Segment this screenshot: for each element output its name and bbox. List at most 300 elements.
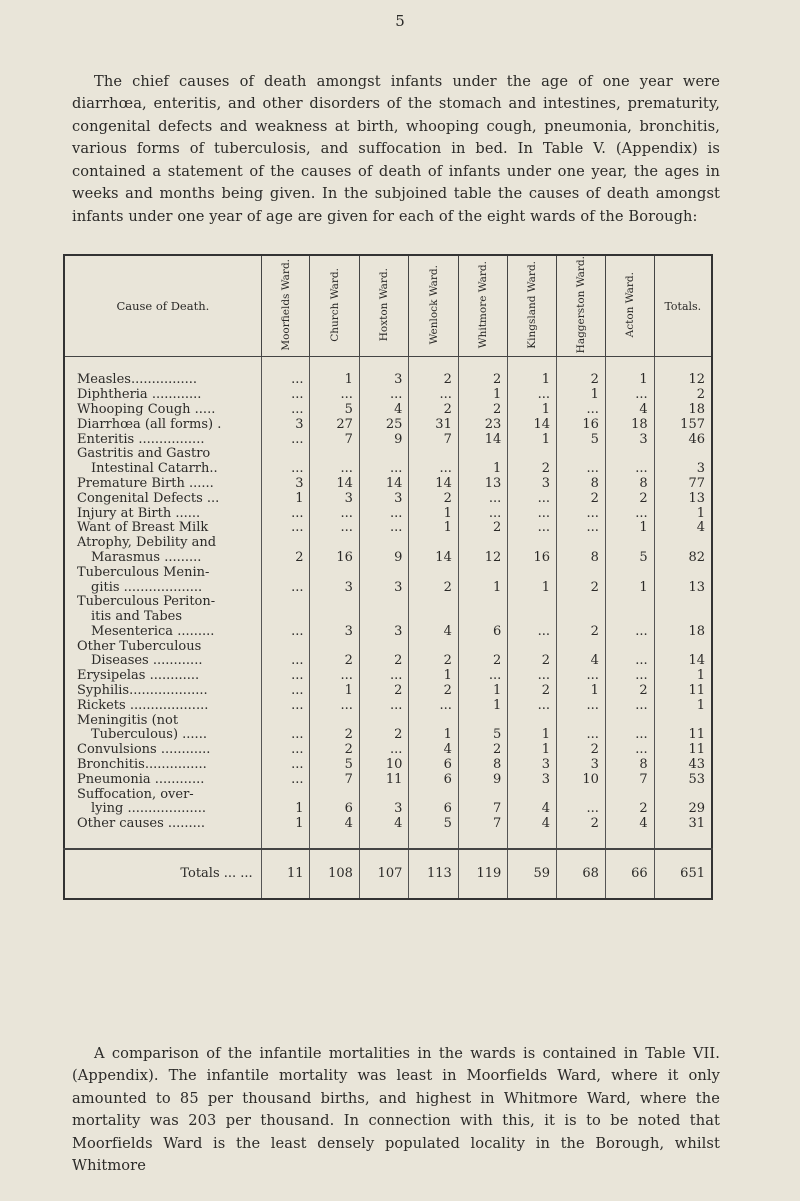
ward-value-cell: 1: [261, 492, 310, 507]
cause-label: Congenital Defects ...: [77, 490, 220, 506]
ward-value-cell: 2: [508, 684, 557, 699]
cause-label: Rickets ...................: [77, 697, 209, 713]
ward-value-cell: 1: [508, 566, 557, 596]
ward-value-cell: ...: [261, 773, 310, 788]
header-column: [409, 255, 458, 357]
table-row: [64, 788, 712, 818]
ward-value-cell: 4: [409, 743, 458, 758]
cause-cell: [64, 388, 261, 403]
table-row: [64, 388, 712, 403]
ward-value-cell: 4: [359, 403, 408, 418]
header-column: [310, 255, 359, 357]
cause-label: Suffocation, over-: [77, 786, 194, 802]
cause-label: Syphilis...................: [77, 683, 208, 699]
ward-value-cell: ...: [557, 699, 606, 714]
ward-value-cell: ...: [458, 669, 507, 684]
ward-value-cell: ...: [310, 447, 359, 477]
ward-value-cell: 4: [409, 595, 458, 639]
cause-label: Premature Birth ......: [77, 475, 214, 491]
cause-cell: [64, 743, 261, 758]
ward-value-cell: 2: [310, 743, 359, 758]
total-cell: 31: [654, 817, 712, 849]
ward-value-cell: ...: [557, 714, 606, 744]
ward-value-cell: 6: [409, 788, 458, 818]
ward-value-cell: 2: [605, 684, 654, 699]
ward-value-cell: 2: [409, 403, 458, 418]
ward-value-cell: 10: [557, 773, 606, 788]
table-row: [64, 433, 712, 448]
closing-paragraph: A comparison of the infantile mortalities in the wards is contained in Table VII. (Appendix). The infantile mortality was least in Moorfields Ward, where it only amounted to 85 per thousand births, and highest in Whitmore Ward, where the mortality was 203 per thousand. In connection with this, it is to be noted that Moorfields Ward is the least densely populated locality in the Borough, whilst Whitmore: [72, 1044, 720, 1175]
ward-value-cell: 3: [310, 595, 359, 639]
total-cell: 11: [654, 743, 712, 758]
ward-value-cell: ...: [557, 521, 606, 536]
ward-value-cell: ...: [605, 595, 654, 639]
ward-value-cell: ...: [557, 788, 606, 818]
ward-value-cell: ...: [261, 595, 310, 639]
ward-value-cell: 4: [310, 817, 359, 849]
ward-value-cell: 2: [458, 743, 507, 758]
ward-value-cell: 2: [409, 357, 458, 388]
ward-value-cell: ...: [557, 447, 606, 477]
ward-value-cell: 1: [605, 521, 654, 536]
ward-value-cell: ...: [508, 507, 557, 522]
ward-value-cell: ...: [508, 669, 557, 684]
ward-value-cell: 18: [605, 418, 654, 433]
ward-value-cell: 3: [605, 433, 654, 448]
cause-label: Atrophy, Debility and: [77, 535, 217, 551]
cause-cell: [64, 684, 261, 699]
total-cell: 29: [654, 788, 712, 818]
ward-value-cell: 5: [310, 758, 359, 773]
ward-value-cell: 12: [458, 536, 507, 566]
cause-cell: [64, 521, 261, 536]
total-cell: 4: [654, 521, 712, 536]
ward-value-cell: 27: [310, 418, 359, 433]
header-column: [458, 255, 507, 357]
ward-value-cell: ...: [605, 507, 654, 522]
total-cell: 18: [654, 595, 712, 639]
ward-value-cell: 2: [557, 566, 606, 596]
total-cell: 12: [654, 357, 712, 388]
ward-value-cell: 1: [508, 743, 557, 758]
ward-value-cell: 2: [359, 684, 408, 699]
ward-value-cell: 9: [359, 536, 408, 566]
ward-value-cell: 5: [605, 536, 654, 566]
ward-value-cell: 1: [409, 669, 458, 684]
totals-value-cell: 66: [605, 849, 654, 899]
ward-value-cell: 7: [310, 773, 359, 788]
ward-value-cell: 14: [409, 477, 458, 492]
cause-label: Other causes .........: [77, 816, 206, 832]
ward-value-cell: 14: [458, 433, 507, 448]
cause-label: Whooping Cough .....: [77, 401, 216, 417]
ward-value-cell: ...: [359, 388, 408, 403]
total-cell: 13: [654, 492, 712, 507]
ward-value-cell: 9: [359, 433, 408, 448]
cause-cell: [64, 507, 261, 522]
ward-value-cell: 2: [409, 566, 458, 596]
cause-cell: [64, 758, 261, 773]
table-body: [64, 357, 712, 899]
total-cell: 13: [654, 566, 712, 596]
cause-label: gitis ...................: [91, 579, 203, 595]
ward-value-cell: 1: [261, 788, 310, 818]
cause-label: Erysipelas ............: [77, 668, 200, 684]
table-row: [64, 566, 712, 596]
ward-value-cell: 14: [409, 536, 458, 566]
ward-value-cell: ...: [310, 669, 359, 684]
ward-value-cell: 1: [508, 714, 557, 744]
cause-cell: [64, 447, 261, 477]
cause-label: Intestinal Catarrh..: [91, 461, 218, 477]
ward-value-cell: 1: [605, 357, 654, 388]
totals-value-cell: 119: [458, 849, 507, 899]
ward-value-cell: ...: [359, 447, 408, 477]
cause-cell: [64, 418, 261, 433]
ward-value-cell: 3: [310, 566, 359, 596]
ward-value-cell: 3: [261, 418, 310, 433]
ward-value-cell: ...: [409, 447, 458, 477]
cause-cell: [64, 669, 261, 684]
ward-value-cell: 2: [557, 743, 606, 758]
ward-value-cell: 2: [557, 357, 606, 388]
ward-value-cell: 2: [359, 714, 408, 744]
header-label: Cause of Death.: [116, 299, 210, 314]
totals-row: [64, 849, 712, 899]
ward-value-cell: 9: [458, 773, 507, 788]
header-column: [359, 255, 408, 357]
ward-value-cell: 3: [359, 788, 408, 818]
header-column: [557, 255, 606, 357]
ward-value-cell: ...: [508, 699, 557, 714]
ward-value-cell: ...: [359, 507, 408, 522]
header-column: [508, 255, 557, 357]
ward-value-cell: ...: [261, 640, 310, 670]
ward-value-cell: ...: [261, 758, 310, 773]
ward-value-cell: 1: [261, 817, 310, 849]
ward-value-cell: ...: [557, 403, 606, 418]
ward-value-cell: 1: [458, 699, 507, 714]
ward-value-cell: ...: [557, 507, 606, 522]
totals-label: Totals ... ...: [64, 849, 261, 899]
total-cell: 11: [654, 714, 712, 744]
cause-label: Marasmus .........: [91, 549, 202, 565]
cause-label: Want of Breast Milk: [77, 520, 209, 536]
cause-cell: [64, 640, 261, 670]
ward-value-cell: ...: [508, 388, 557, 403]
ward-value-cell: 31: [409, 418, 458, 433]
ward-value-cell: 5: [557, 433, 606, 448]
total-cell: 3: [654, 447, 712, 477]
ward-value-cell: 3: [359, 492, 408, 507]
cause-cell: [64, 357, 261, 388]
ward-value-cell: ...: [310, 388, 359, 403]
table-row: [64, 743, 712, 758]
header-label: Whitmore Ward.: [477, 261, 490, 349]
ward-value-cell: 8: [605, 477, 654, 492]
ward-value-cell: 7: [458, 788, 507, 818]
ward-value-cell: ...: [605, 669, 654, 684]
ward-value-cell: 2: [458, 403, 507, 418]
ward-value-cell: 2: [458, 521, 507, 536]
cause-label: Tuberculous) ......: [91, 727, 207, 743]
header-label: Totals.: [664, 299, 702, 313]
table-row: [64, 507, 712, 522]
table-row: [64, 758, 712, 773]
ward-value-cell: 2: [557, 817, 606, 849]
ward-value-cell: 5: [310, 403, 359, 418]
ward-value-cell: 2: [261, 536, 310, 566]
ward-value-cell: 6: [310, 788, 359, 818]
table-row: [64, 447, 712, 477]
ward-value-cell: ...: [458, 507, 507, 522]
totals-value-cell: 59: [508, 849, 557, 899]
total-cell: 53: [654, 773, 712, 788]
total-cell: 18: [654, 403, 712, 418]
ward-value-cell: ...: [261, 566, 310, 596]
cause-label: Diphtheria ............: [77, 387, 202, 403]
totals-value-cell: 651: [654, 849, 712, 899]
ward-value-cell: 2: [557, 492, 606, 507]
ward-value-cell: ...: [359, 521, 408, 536]
ward-value-cell: ...: [261, 669, 310, 684]
ward-value-cell: 1: [557, 388, 606, 403]
cause-label: itis and Tabes: [91, 609, 183, 625]
ward-value-cell: 3: [359, 357, 408, 388]
ward-value-cell: ...: [508, 595, 557, 639]
ward-value-cell: ...: [359, 699, 408, 714]
cause-cell: [64, 699, 261, 714]
ward-value-cell: 6: [409, 773, 458, 788]
cause-label: Tuberculous Periton-: [77, 594, 216, 610]
totals-value-cell: 11: [261, 849, 310, 899]
header-label: Kingsland Ward.: [526, 260, 539, 349]
ward-value-cell: 4: [508, 817, 557, 849]
ward-value-cell: 1: [310, 357, 359, 388]
table-row: [64, 595, 712, 639]
ward-value-cell: ...: [261, 388, 310, 403]
cause-cell: [64, 714, 261, 744]
ward-value-cell: 4: [359, 817, 408, 849]
table-row: [64, 521, 712, 536]
ward-value-cell: 3: [359, 595, 408, 639]
ward-value-cell: 3: [508, 773, 557, 788]
ward-value-cell: ...: [458, 492, 507, 507]
ward-value-cell: 2: [605, 492, 654, 507]
totals-value-cell: 113: [409, 849, 458, 899]
total-cell: 1: [654, 699, 712, 714]
ward-value-cell: 1: [508, 433, 557, 448]
header-column: [654, 255, 712, 357]
total-cell: 1: [654, 669, 712, 684]
header-label: Acton Ward.: [623, 272, 636, 338]
ward-value-cell: ...: [359, 669, 408, 684]
ward-value-cell: 1: [409, 714, 458, 744]
cause-cell: [64, 492, 261, 507]
ward-value-cell: 1: [458, 684, 507, 699]
header-label: Church Ward.: [328, 267, 341, 342]
total-cell: 11: [654, 684, 712, 699]
total-cell: 14: [654, 640, 712, 670]
ward-value-cell: 7: [605, 773, 654, 788]
total-cell: 82: [654, 536, 712, 566]
table-row: [64, 817, 712, 849]
table-row: [64, 492, 712, 507]
cause-label: Other Tuberculous: [77, 638, 202, 654]
header-label: Wenlock Ward.: [427, 264, 440, 345]
cause-cell: [64, 773, 261, 788]
ward-value-cell: 2: [508, 447, 557, 477]
ward-value-cell: 4: [605, 817, 654, 849]
ward-value-cell: ...: [261, 743, 310, 758]
cause-cell: [64, 817, 261, 849]
ward-value-cell: ...: [261, 357, 310, 388]
cause-cell: [64, 477, 261, 492]
header-column: [261, 255, 310, 357]
ward-value-cell: ...: [605, 743, 654, 758]
ward-value-cell: 16: [310, 536, 359, 566]
page-number: 5: [395, 12, 405, 30]
ward-value-cell: 1: [508, 403, 557, 418]
cause-cell: [64, 433, 261, 448]
causes-of-death-table: [63, 254, 713, 900]
ward-value-cell: 6: [458, 595, 507, 639]
ward-value-cell: 1: [458, 566, 507, 596]
ward-value-cell: ...: [605, 447, 654, 477]
cause-label: Mesenterica .........: [91, 623, 215, 639]
ward-value-cell: 3: [359, 566, 408, 596]
table-row: [64, 357, 712, 388]
intro-paragraph: The chief causes of death amongst infants under the age of one year were diarrhœa, enteritis, and other disorders of the stomach and intestines, prematurity, congenital defects and weakness at birth, whooping cough, pneumonia, bronchitis, various forms of tuberculosis, and suffocation in bed. In Table V. (Appendix) is contained a statement of the causes of death of infants under one year, the ages in weeks and months being given. In the subjoined table the causes of death amongst infants under one year of age are given for each of the eight wards of the Borough:: [72, 72, 720, 225]
ward-value-cell: 13: [458, 477, 507, 492]
table-row: [64, 536, 712, 566]
ward-value-cell: 3: [508, 758, 557, 773]
total-cell: 1: [654, 507, 712, 522]
totals-value-cell: 107: [359, 849, 408, 899]
ward-value-cell: 2: [605, 788, 654, 818]
ward-value-cell: ...: [508, 492, 557, 507]
ward-value-cell: 2: [310, 714, 359, 744]
totals-value-cell: 108: [310, 849, 359, 899]
cause-label: Meningitis (not: [77, 712, 179, 728]
ward-value-cell: 3: [310, 492, 359, 507]
header-cause: [64, 255, 261, 357]
ward-value-cell: 1: [458, 388, 507, 403]
cause-label: Gastritis and Gastro: [77, 446, 211, 462]
ward-value-cell: 4: [605, 403, 654, 418]
total-cell: 157: [654, 418, 712, 433]
table-header-row: [64, 255, 712, 357]
table-row: [64, 418, 712, 433]
ward-value-cell: 8: [458, 758, 507, 773]
ward-value-cell: ...: [261, 684, 310, 699]
table-row: [64, 477, 712, 492]
ward-value-cell: 5: [458, 714, 507, 744]
ward-value-cell: 2: [458, 640, 507, 670]
ward-value-cell: 2: [458, 357, 507, 388]
ward-value-cell: 16: [508, 536, 557, 566]
table-row: [64, 403, 712, 418]
ward-value-cell: ...: [310, 699, 359, 714]
ward-value-cell: ...: [409, 388, 458, 403]
ward-value-cell: 23: [458, 418, 507, 433]
ward-value-cell: ...: [261, 699, 310, 714]
cause-label: Tuberculous Menin-: [77, 564, 210, 580]
total-cell: 43: [654, 758, 712, 773]
ward-value-cell: 14: [310, 477, 359, 492]
ward-value-cell: 6: [409, 758, 458, 773]
ward-value-cell: 7: [409, 433, 458, 448]
ward-value-cell: 2: [359, 640, 408, 670]
ward-value-cell: ...: [359, 743, 408, 758]
ward-value-cell: 1: [557, 684, 606, 699]
ward-value-cell: ...: [261, 714, 310, 744]
cause-cell: [64, 595, 261, 639]
ward-value-cell: ...: [261, 433, 310, 448]
ward-value-cell: 7: [310, 433, 359, 448]
ward-value-cell: ...: [605, 640, 654, 670]
ward-value-cell: 4: [557, 640, 606, 670]
table-row: [64, 699, 712, 714]
cause-cell: [64, 566, 261, 596]
total-cell: 46: [654, 433, 712, 448]
ward-value-cell: 14: [359, 477, 408, 492]
table-row: [64, 640, 712, 670]
ward-value-cell: 3: [557, 758, 606, 773]
header-label: Moorfields Ward.: [279, 258, 292, 351]
ward-value-cell: 8: [557, 477, 606, 492]
table-row: [64, 773, 712, 788]
header-label: Hoxton Ward.: [378, 268, 391, 342]
ward-value-cell: ...: [261, 507, 310, 522]
total-cell: 77: [654, 477, 712, 492]
ward-value-cell: ...: [508, 521, 557, 536]
table-row: [64, 714, 712, 744]
ward-value-cell: 2: [508, 640, 557, 670]
ward-value-cell: 25: [359, 418, 408, 433]
ward-value-cell: 1: [605, 566, 654, 596]
ward-value-cell: 16: [557, 418, 606, 433]
ward-value-cell: 1: [508, 357, 557, 388]
ward-value-cell: ...: [261, 447, 310, 477]
cause-cell: [64, 403, 261, 418]
ward-value-cell: 2: [409, 640, 458, 670]
ward-value-cell: 5: [409, 817, 458, 849]
cause-label: Diarrhœa (all forms) .: [77, 416, 222, 432]
ward-value-cell: ...: [261, 521, 310, 536]
ward-value-cell: ...: [409, 699, 458, 714]
ward-value-cell: 2: [557, 595, 606, 639]
ward-value-cell: 14: [508, 418, 557, 433]
ward-value-cell: 4: [508, 788, 557, 818]
total-cell: 2: [654, 388, 712, 403]
ward-value-cell: ...: [605, 714, 654, 744]
cause-label: Injury at Birth ......: [77, 505, 201, 521]
cause-label: Convulsions ............: [77, 742, 211, 758]
ward-value-cell: 10: [359, 758, 408, 773]
ward-value-cell: 2: [310, 640, 359, 670]
ward-value-cell: 3: [261, 477, 310, 492]
ward-value-cell: 1: [409, 521, 458, 536]
ward-value-cell: ...: [310, 521, 359, 536]
cause-label: Pneumonia ............: [77, 771, 205, 787]
ward-value-cell: 1: [458, 447, 507, 477]
ward-value-cell: 8: [557, 536, 606, 566]
ward-value-cell: 7: [458, 817, 507, 849]
ward-value-cell: 2: [409, 684, 458, 699]
ward-value-cell: ...: [557, 669, 606, 684]
totals-value-cell: 68: [557, 849, 606, 899]
